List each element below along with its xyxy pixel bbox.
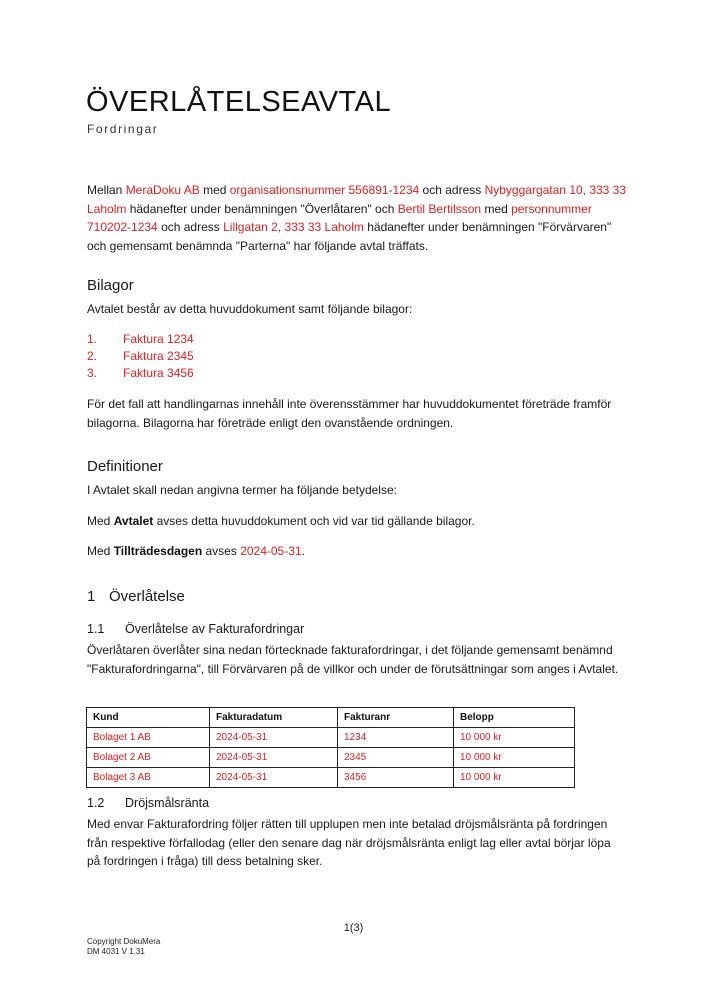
table-cell: 10 000 kr [454,768,575,788]
definitioner-lead: I Avtalet skall nedan angivna termer ha följande betydelse: [87,483,397,497]
person-number: personnummer 710202-1234 [87,201,592,234]
section-1-heading [87,588,185,605]
table-cell: 2024-05-31 [210,728,338,748]
table-cell: 1234 [338,728,454,748]
intro-text: hädanefter under benämningen "Överlåtaren" och [126,201,398,216]
intro-text: med [199,183,230,197]
footer-copyright [87,937,160,957]
bilagor-list [87,331,194,382]
intro-paragraph [87,181,627,255]
table-cell: 2345 [338,748,454,768]
section-1-1-heading [87,622,304,636]
list-item-label: Faktura 2345 [123,349,194,363]
definition-text: avses detta huvuddokument och vid var tid gällande bilagor. [153,514,475,528]
definition-text: avses [202,544,241,558]
section-number: 1 [87,588,96,605]
definition-avtalet [87,512,627,531]
definition-text: Med [87,514,114,528]
table-row [87,748,575,768]
table-cell: 3456 [338,768,454,788]
tilltradesdag-date: 2024-05-31 [240,544,302,558]
section-title: Överlåtelse av Fakturafordringar [125,622,305,636]
invoice-table [86,707,575,788]
copyright-text: Copyright DokuMera [87,937,161,946]
document-title: ÖVERLÅTELSEAVTAL [86,86,392,118]
table-cell: 10 000 kr [454,748,575,768]
page-number: 1(3) [343,922,364,934]
list-item [87,365,194,382]
defined-term: Tillträdesdagen [113,544,203,558]
document-subtitle: Fordringar [87,122,159,136]
column-header: Fakturanr [338,708,454,728]
list-item-label: Faktura 1234 [123,332,194,346]
intro-text: och adress [157,220,224,234]
list-item-label: Faktura 3456 [123,366,194,380]
intro-text: hädanefter under benämningen "Förvärvaren" och gemensamt benämnda "Parterna" har följande avtal träffats. [87,220,612,253]
section-title: Dröjsmålsränta [125,796,210,810]
table-row [87,728,575,748]
column-header: Kund [87,708,210,728]
buyer-address: Lillgatan 2, 333 33 Laholm [223,220,364,234]
table-cell: 2024-05-31 [210,748,338,768]
table-cell: Bolaget 2 AB [87,748,210,768]
table-row [87,768,575,788]
section-1-2-text: Med envar Fakturafordring följer rätten till upplupen men inte betalad dröjsmålsränta på fordringen från respektive förfallodag (eller den senare dag när dröjsmålsränta enligt lag eller avtal börjar löpa på fordringen i fråga) till dess betalning sker. [87,817,611,868]
list-number: 1. [87,332,98,346]
list-number: 2. [87,349,98,363]
definition-tilltradesdagen [87,542,627,561]
table-cell: 10 000 kr [454,728,575,748]
table-cell: Bolaget 3 AB [87,768,210,788]
bilagor-note: För det fall att handlingarnas innehåll inte överensstämmer har huvuddokumentet företräde framför bilagorna. Bilagorna har företräde enligt den ovanstående ordningen. [87,397,612,430]
section-1-2-heading [87,796,209,810]
intro-text: med [481,201,512,216]
list-item [87,331,194,348]
definition-text: Med [87,544,114,558]
intro-text: Mellan [87,183,126,197]
org-number: organisationsnummer 556891-1234 [229,183,420,197]
column-header: Fakturadatum [210,708,338,728]
buyer-name: Bertil Bertilsson [397,201,482,216]
definition-text: . [301,544,305,558]
seller-address: Nybyggargatan 10, 333 33 Laholm [87,183,627,216]
list-item [87,348,194,365]
section-1-1-text: Överlåtaren överlåter sina nedan förtecknade fakturafordringar, i det följande gemensamt benämnd "Fakturafordringarna", till Förvärvaren på de villkor och under de förutsättningar som anges i Avtalet. [87,643,619,676]
column-header: Belopp [454,708,575,728]
table-header-row [87,708,575,728]
section-number: 1.2 [87,796,105,810]
version-text: DM 4031 V 1.31 [87,947,145,956]
table-cell: Bolaget 1 AB [87,728,210,748]
bilagor-lead: Avtalet består av detta huvuddokument samt följande bilagor: [87,302,413,316]
list-number: 3. [87,366,98,380]
section-number: 1.1 [87,622,105,636]
seller-name: MeraDoku AB [125,183,200,197]
defined-term: Avtalet [113,514,154,528]
section-title: Överlåtelse [109,588,185,605]
definitioner-heading: Definitioner [87,458,163,475]
intro-text: och adress [419,183,485,197]
table-cell: 2024-05-31 [210,768,338,788]
bilagor-heading: Bilagor [87,277,134,294]
